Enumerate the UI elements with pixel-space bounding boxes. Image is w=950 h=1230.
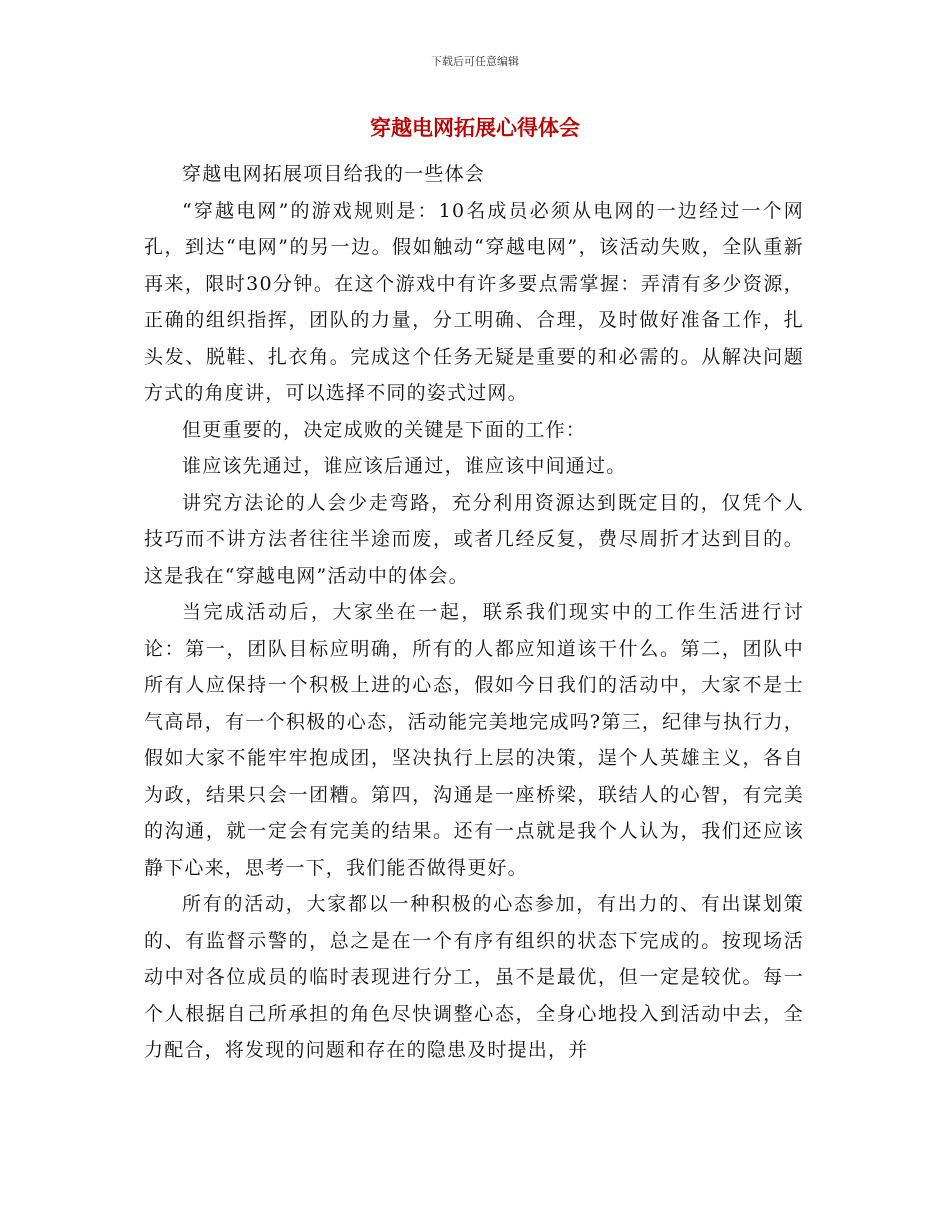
paragraph: 谁应该先通过，谁应该后通过，谁应该中间通过。 <box>182 455 627 477</box>
document-title: 穿越电网拓展心得体会 <box>370 115 580 140</box>
header-note: 下载后可任意编辑 <box>431 55 519 68</box>
document-body <box>144 156 804 1069</box>
paragraph: “穿越电网”的游戏规则是：10名成员必须从电网的一边经过一个网孔，到达“电网”的另一边。假如触动“穿越电网”，该活动失败，全队重新再来，限时30分钟。在这个游戏中有许多要点需掌握：弄清有多少资源，正确的组织指挥，团队的力量，分工明确、合理，及时做好准备工作，扎头发、脱鞋、扎衣角。完成这个任务无疑是重要的和必需的。从解决问题方式的角度讲，可以选择不同的姿式过网。 <box>144 199 804 404</box>
paragraph: 当完成活动后，大家坐在一起，联系我们现实中的工作生活进行讨论：第一，团队目标应明确，所有的人都应知道该干什么。第二，团队中所有人应保持一个积极上进的心态，假如今日我们的活动中，大家不是士气高昂，有一个积极的心态，活动能完美地完成吗?第三，纪律与执行力，假如大家不能牢牢抱成团，坚决执行上层的决策，逞个人英雄主义，各自为政，结果只会一团糟。第四，沟通是一座桥梁，联结人的心智，有完美的沟通，就一定会有完美的结果。还有一点就是我个人认为，我们还应该静下心来，思考一下，我们能否做得更好。 <box>144 601 804 879</box>
paragraph: 但更重要的，决定成败的关键是下面的工作： <box>182 418 587 441</box>
paragraph: 所有的活动，大家都以一种积极的心态参加，有出力的、有出谋划策的、有监督示警的，总之是在一个有序有组织的状态下完成的。按现场活动中对各位成员的临时表现进行分工，虽不是最优，但一定是较优。每一个人根据自己所承担的角色尽快调整心态，全身心地投入到活动中去，全力配合，将发现的问题和存在的隐患及时提出，并 <box>144 893 804 1061</box>
paragraph: 穿越电网拓展项目给我的一些体会 <box>182 163 486 185</box>
paragraph: 讲究方法论的人会少走弯路，充分利用资源达到既定目的，仅凭个人技巧而不讲方法者往往半途而废，或者几经反复，费尽周折才达到目的。这是我在“穿越电网”活动中的体会。 <box>144 491 804 587</box>
